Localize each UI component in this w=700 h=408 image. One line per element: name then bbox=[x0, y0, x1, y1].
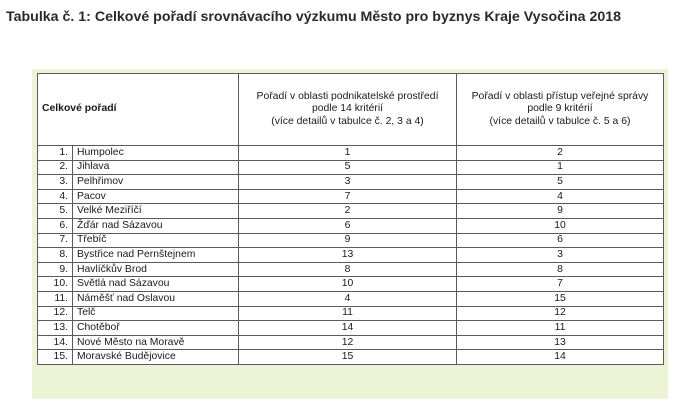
header-business-line-3: (více detailů v tabulce č. 2, 3 a 4) bbox=[271, 115, 424, 127]
ranking-table bbox=[37, 73, 664, 365]
rank-cell: 9. bbox=[38, 262, 73, 277]
header-public-rank bbox=[457, 74, 664, 146]
header-business-line-2: podle 14 kritérií bbox=[311, 103, 384, 115]
header-public-line-1: Pořadí v oblasti přístup veřejné správy bbox=[471, 90, 649, 102]
city-cell: Pelhřimov bbox=[73, 175, 239, 190]
rank-cell: 2. bbox=[38, 160, 73, 175]
public-rank-cell: 4 bbox=[457, 189, 664, 204]
rank-cell: 1. bbox=[38, 146, 73, 161]
city-cell: Náměšť nad Oslavou bbox=[73, 291, 239, 306]
business-rank-cell: 7 bbox=[239, 189, 457, 204]
table-row bbox=[38, 335, 664, 350]
rank-cell: 11. bbox=[38, 291, 73, 306]
business-rank-cell: 4 bbox=[239, 291, 457, 306]
city-cell: Havlíčkův Brod bbox=[73, 262, 239, 277]
rank-cell: 12. bbox=[38, 306, 73, 321]
table-frame bbox=[32, 69, 668, 399]
public-rank-cell: 1 bbox=[457, 160, 664, 175]
header-public-line-2: podle 9 kritérií bbox=[527, 103, 593, 115]
rank-cell: 13. bbox=[38, 321, 73, 336]
table-body bbox=[38, 146, 664, 365]
public-rank-cell: 15 bbox=[457, 291, 664, 306]
city-cell: Světlá nad Sázavou bbox=[73, 277, 239, 292]
public-rank-cell: 3 bbox=[457, 248, 664, 263]
header-overall-rank: Celkové pořadí bbox=[38, 74, 239, 146]
header-public-line-3: (více detailů v tabulce č. 5 a 6) bbox=[489, 115, 631, 127]
city-cell: Bystřice nad Pernštejnem bbox=[73, 248, 239, 263]
rank-cell: 6. bbox=[38, 218, 73, 233]
business-rank-cell: 11 bbox=[239, 306, 457, 321]
public-rank-cell: 8 bbox=[457, 262, 664, 277]
public-rank-cell: 6 bbox=[457, 233, 664, 248]
public-rank-cell: 11 bbox=[457, 321, 664, 336]
table-header-row bbox=[38, 74, 664, 146]
business-rank-cell: 13 bbox=[239, 248, 457, 263]
rank-cell: 5. bbox=[38, 204, 73, 219]
rank-cell: 15. bbox=[38, 350, 73, 365]
city-cell: Humpolec bbox=[73, 146, 239, 161]
table-row bbox=[38, 277, 664, 292]
public-rank-cell: 9 bbox=[457, 204, 664, 219]
header-business-rank bbox=[239, 74, 457, 146]
public-rank-cell: 7 bbox=[457, 277, 664, 292]
table-row bbox=[38, 146, 664, 161]
business-rank-cell: 3 bbox=[239, 175, 457, 190]
table-row bbox=[38, 204, 664, 219]
city-cell: Moravské Budějovice bbox=[73, 350, 239, 365]
table-row bbox=[38, 306, 664, 321]
table-row bbox=[38, 248, 664, 263]
table-row bbox=[38, 218, 664, 233]
table-row bbox=[38, 189, 664, 204]
table-row bbox=[38, 321, 664, 336]
business-rank-cell: 5 bbox=[239, 160, 457, 175]
business-rank-cell: 6 bbox=[239, 218, 457, 233]
public-rank-cell: 12 bbox=[457, 306, 664, 321]
business-rank-cell: 10 bbox=[239, 277, 457, 292]
business-rank-cell: 15 bbox=[239, 350, 457, 365]
rank-cell: 8. bbox=[38, 248, 73, 263]
city-cell: Nové Město na Moravě bbox=[73, 335, 239, 350]
rank-cell: 14. bbox=[38, 335, 73, 350]
public-rank-cell: 13 bbox=[457, 335, 664, 350]
city-cell: Třebíč bbox=[73, 233, 239, 248]
rank-cell: 3. bbox=[38, 175, 73, 190]
rank-cell: 7. bbox=[38, 233, 73, 248]
public-rank-cell: 14 bbox=[457, 350, 664, 365]
city-cell: Žďár nad Sázavou bbox=[73, 218, 239, 233]
business-rank-cell: 2 bbox=[239, 204, 457, 219]
header-business-line-1: Pořadí v oblasti podnikatelské prostředí bbox=[256, 90, 439, 102]
public-rank-cell: 10 bbox=[457, 218, 664, 233]
table-row bbox=[38, 160, 664, 175]
business-rank-cell: 14 bbox=[239, 321, 457, 336]
business-rank-cell: 8 bbox=[239, 262, 457, 277]
table-title: Tabulka č. 1: Celkové pořadí srovnávacího výzkumu Město pro byznys Kraje Vysočina 2018 bbox=[6, 9, 622, 25]
city-cell: Pacov bbox=[73, 189, 239, 204]
rank-cell: 10. bbox=[38, 277, 73, 292]
table-row bbox=[38, 233, 664, 248]
business-rank-cell: 1 bbox=[239, 146, 457, 161]
table-row bbox=[38, 262, 664, 277]
table-row bbox=[38, 291, 664, 306]
city-cell: Velké Meziříčí bbox=[73, 204, 239, 219]
public-rank-cell: 5 bbox=[457, 175, 664, 190]
city-cell: Jihlava bbox=[73, 160, 239, 175]
public-rank-cell: 2 bbox=[457, 146, 664, 161]
city-cell: Chotěboř bbox=[73, 321, 239, 336]
table-row bbox=[38, 175, 664, 190]
city-cell: Telč bbox=[73, 306, 239, 321]
business-rank-cell: 9 bbox=[239, 233, 457, 248]
rank-cell: 4. bbox=[38, 189, 73, 204]
business-rank-cell: 12 bbox=[239, 335, 457, 350]
table-row bbox=[38, 350, 664, 365]
